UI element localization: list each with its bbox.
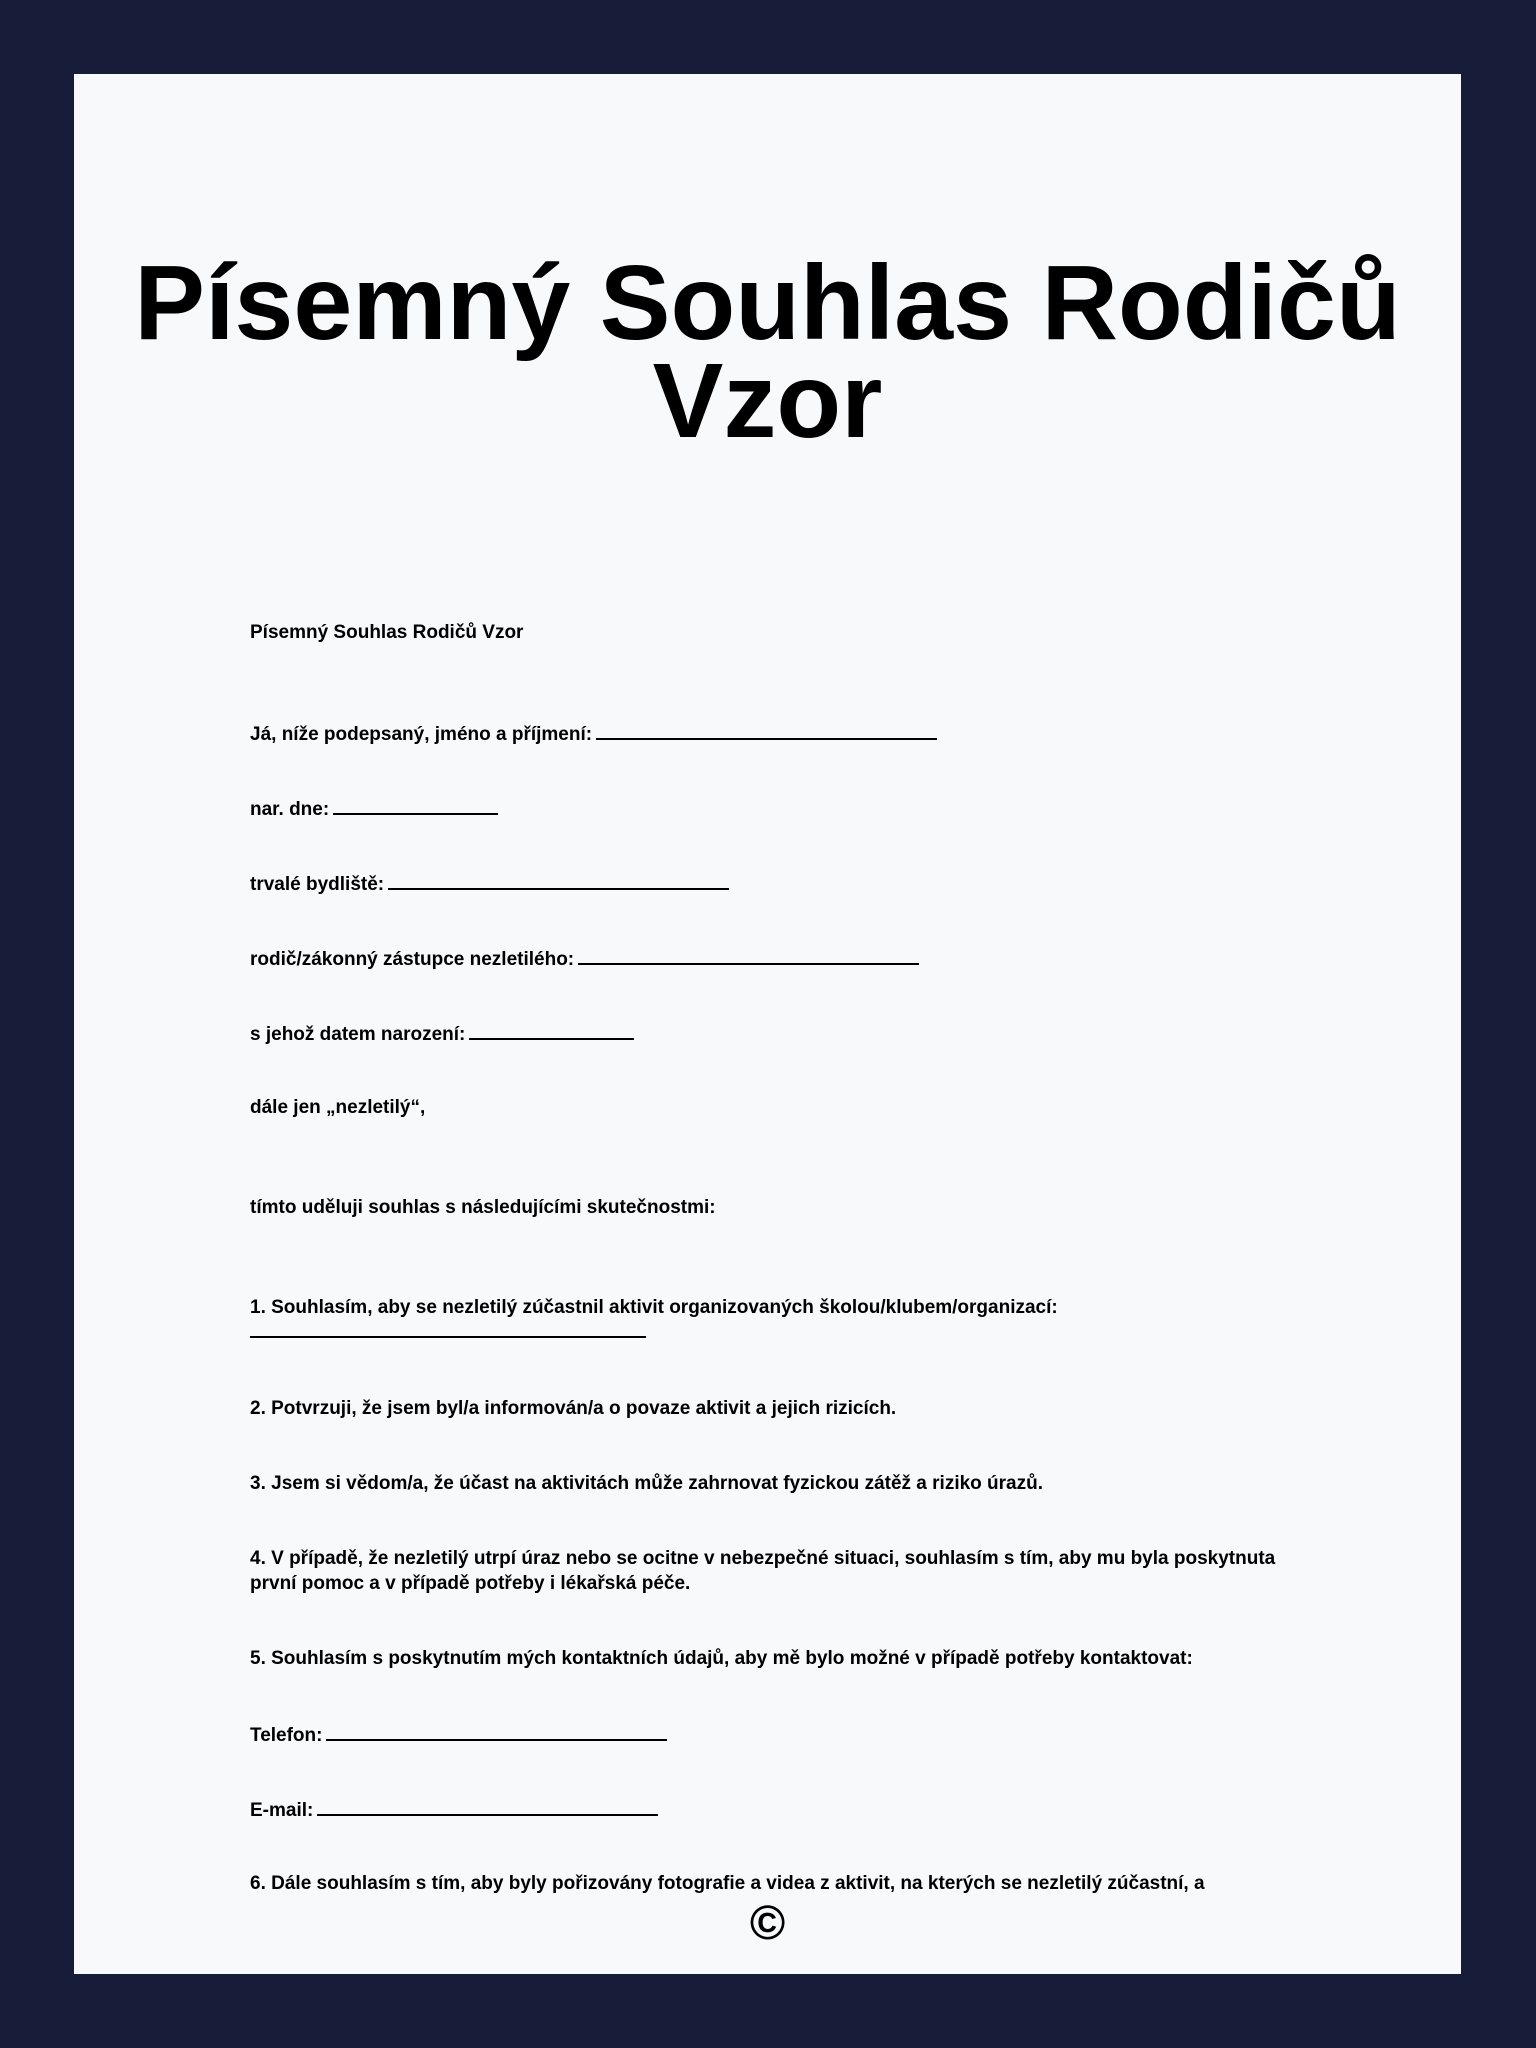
birth-date-field [250,795,498,822]
document-page [74,74,1461,1974]
guardian-field [250,945,919,972]
child-birth-date-blank [469,1020,634,1040]
guardian-label: rodič/zákonný zástupce nezletilého: [250,949,575,970]
consent-item-3: 3. Jsem si vědom/a, že účast na aktivitách může zahrnovat fyzickou zátěž a riziko úrazů. [250,1473,1044,1494]
email-label: E-mail: [250,1800,314,1821]
email-field [250,1796,658,1823]
hereinafter-text: dále jen „nezletilý“, [250,1097,426,1118]
organization-blank [250,1320,646,1338]
residence-blank [388,870,729,890]
email-blank [317,1796,658,1816]
residence-label: trvalé bydliště: [250,874,385,895]
page-title: Písemný Souhlas Rodičů Vzor [134,244,1401,460]
name-label: Já, níže podepsaný, jméno a příjmení: [250,724,593,745]
consent-item-1 [250,1295,1300,1338]
consent-item-5: 5. Souhlasím s poskytnutím mých kontaktních údajů, aby mě bylo možné v případě potřeby kontaktovat: [250,1648,1193,1669]
birth-date-label: nar. dne: [250,799,330,820]
birth-date-blank [333,795,498,815]
document-subtitle: Písemný Souhlas Rodičů Vzor [250,622,524,643]
residence-field [250,870,729,897]
phone-label: Telefon: [250,1725,323,1746]
phone-blank [326,1721,667,1741]
consent-intro: tímto uděluji souhlas s následujícími skutečnostmi: [250,1197,716,1218]
name-blank [596,720,937,740]
name-field [250,720,937,747]
guardian-blank [578,945,919,965]
consent-item-2: 2. Potvrzuji, že jsem byl/a informován/a o povaze aktivit a jejich rizicích. [250,1398,897,1419]
consent-item-6: 6. Dále souhlasím s tím, aby byly pořizovány fotografie a videa z aktivit, na kterých se nezletilý zúčastní, a [250,1873,1205,1894]
copyright-icon: © [749,1897,786,1950]
consent-item-1-text: 1. Souhlasím, aby se nezletilý zúčastnil aktivit organizovaných školou/klubem/organizací: [250,1297,1058,1318]
child-birth-date-label: s jehož datem narození: [250,1024,466,1045]
consent-item-4: 4. V případě, že nezletilý utrpí úraz nebo se ocitne v nebezpečné situaci, souhlasím s tím, aby mu byla poskytnuta první pomoc a v případě potřeby i lékařská péče. [250,1548,1276,1594]
phone-field [250,1721,667,1748]
child-birth-date-field [250,1020,634,1047]
